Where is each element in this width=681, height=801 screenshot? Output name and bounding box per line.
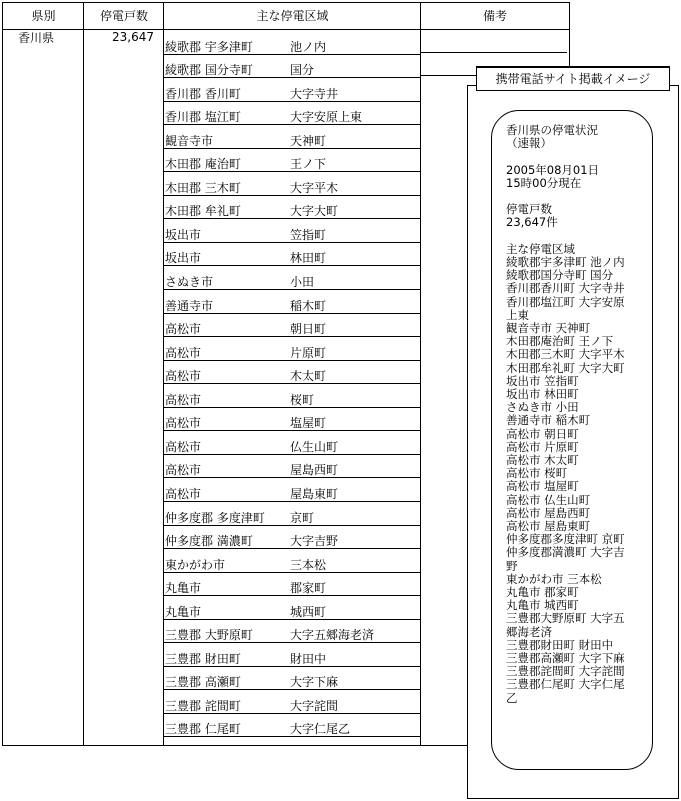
table-row	[164, 408, 420, 432]
phone-text-line: 野	[506, 558, 518, 573]
phone-text-line: 主な停電区域	[506, 241, 575, 256]
phone-text-line: 高松市 屋島西町	[506, 505, 591, 520]
phone-text-line: 善通寺市 稲木町	[506, 413, 591, 428]
place-cell: 仏生山町	[290, 439, 339, 454]
table-header	[3, 3, 569, 30]
place-cell: 桜町	[290, 392, 315, 407]
header-remarks: 備考	[482, 9, 507, 23]
place-cell: 大字仁尾乙	[290, 722, 351, 737]
phone-text-line: 三豊郡高瀬町 大字下麻	[506, 651, 625, 666]
table-row	[164, 172, 420, 196]
phone-text-line: 坂出市 林田町	[506, 387, 579, 402]
row-underline	[164, 736, 420, 737]
phone-text-line: 高松市 塩屋町	[506, 479, 579, 494]
phone-text-line	[506, 150, 648, 163]
phone-text-line: 仲多度郡多度津町 京町	[506, 532, 625, 547]
table-row	[164, 314, 420, 338]
place-cell: 朝日町	[290, 322, 327, 337]
place-cell: 木太町	[290, 369, 327, 384]
place-cell: 小田	[290, 275, 315, 289]
phone-text-line: 高松市 木太町	[506, 453, 579, 468]
phone-text-line: 三豊郡財田町 財田中	[506, 637, 614, 652]
phone-text-line: 丸亀市 郡家町	[506, 585, 579, 600]
table-row	[164, 290, 420, 314]
district-cell: 綾歌郡 国分寺町	[165, 63, 253, 78]
phone-text-line: 23,647件	[506, 215, 558, 230]
header-main-area: 主な停電区域	[256, 9, 329, 23]
table-row	[164, 714, 420, 738]
table-row	[164, 196, 420, 220]
table-row	[164, 243, 420, 267]
phone-text-line: 2005年08月01日	[506, 162, 600, 177]
prefecture-name: 香川県	[18, 31, 55, 45]
phone-text-line: 三豊郡大野原町 大字五	[506, 611, 625, 626]
phone-text-line: 香川郡香川町 大字寺井	[506, 281, 625, 296]
table-row	[164, 431, 420, 455]
phone-text-line: 坂出市 笠指町	[506, 373, 579, 388]
place-cell: 財田中	[290, 651, 327, 666]
table-row	[164, 384, 420, 408]
district-cell: 木田郡 庵治町	[165, 157, 241, 172]
table-row	[164, 219, 420, 243]
place-cell: 三本松	[290, 557, 327, 572]
phone-text-line: 高松市 桜町	[506, 466, 568, 481]
district-cell: 高松市	[165, 463, 202, 478]
table-row	[164, 478, 420, 502]
place-cell: 大字大町	[290, 204, 339, 219]
place-cell: 京町	[290, 510, 315, 525]
phone-screen-text	[506, 124, 648, 705]
phone-text-line: 三豊郡詫間町 大字詫間	[506, 664, 625, 679]
column-divider	[420, 3, 421, 745]
place-cell: 国分	[290, 63, 315, 78]
phone-text-line: 高松市 屋島東町	[506, 519, 591, 534]
phone-text-line: さぬき市 小田	[506, 400, 579, 415]
district-cell: 丸亀市	[165, 604, 202, 619]
table-row	[164, 549, 420, 573]
table-row	[164, 361, 420, 385]
phone-text-line: 観音寺市 天神町	[506, 321, 591, 335]
phone-text-line: 香川県の停電状況	[506, 123, 598, 137]
district-cell: 高松市	[165, 392, 202, 407]
place-cell: 大字寺井	[290, 86, 339, 101]
phone-text-line: 香川郡塩江町 大字安原	[506, 294, 625, 309]
district-cell: 木田郡 三木町	[165, 180, 241, 195]
header-prefecture: 県別	[31, 9, 56, 23]
phone-text-line: 15時00分現在	[506, 175, 582, 190]
phone-text-line: 高松市 片原町	[506, 439, 579, 454]
district-cell: 高松市	[165, 439, 202, 454]
table-row	[164, 55, 420, 79]
district-cell: 香川郡 香川町	[165, 86, 241, 101]
table-row	[164, 643, 420, 667]
place-cell: 郡家町	[290, 581, 327, 596]
place-cell: 屋島東町	[290, 486, 339, 501]
district-cell: さぬき市	[165, 275, 214, 289]
phone-text-line: （速報）	[506, 136, 552, 151]
phone-text-line: 木田郡牟礼町 大字大町	[506, 360, 625, 375]
phone-text-line: 郷海老済	[506, 624, 552, 639]
place-cell: 天神町	[290, 133, 327, 148]
phone-text-line: 木田郡庵治町 王ノ下	[506, 334, 614, 349]
phone-text-line: 三豊郡仁尾町 大字仁尾	[506, 677, 625, 692]
phone-text-line: 木田郡三木町 大字平木	[506, 347, 625, 362]
district-cell: 高松市	[165, 486, 202, 501]
table-row	[164, 667, 420, 691]
table-row	[164, 690, 420, 714]
table-row	[164, 267, 420, 291]
place-cell: 池ノ内	[290, 39, 327, 54]
table-row	[164, 337, 420, 361]
district-cell: 綾歌郡 宇多津町	[165, 39, 253, 54]
place-cell: 片原町	[290, 345, 327, 360]
place-cell: 塩屋町	[290, 416, 327, 431]
phone-text-line: 上東	[506, 307, 529, 322]
remarks-divider	[421, 52, 567, 53]
phone-text-line: 乙	[506, 690, 518, 705]
district-cell: 高松市	[165, 345, 202, 360]
place-cell: 大字吉野	[290, 534, 339, 549]
district-cell: 三豊郡 詫間町	[165, 698, 241, 713]
place-cell: 大字安原上東	[290, 110, 363, 125]
district-cell: 三豊郡 仁尾町	[165, 722, 241, 737]
district-cell: 高松市	[165, 322, 202, 337]
district-cell: 善通寺市	[165, 298, 214, 313]
table-row	[164, 596, 420, 620]
district-cell: 坂出市	[165, 251, 202, 266]
table-row	[164, 502, 420, 526]
phone-text-line: 仲多度郡満濃町 大字吉	[506, 545, 625, 560]
table-row	[164, 125, 420, 149]
place-cell: 笠指町	[290, 227, 327, 242]
place-cell: 屋島西町	[290, 463, 339, 478]
place-cell: 王ノ下	[290, 157, 327, 172]
district-cell: 仲多度郡 満濃町	[165, 534, 253, 549]
phone-text-line: 綾歌郡国分寺町 国分	[506, 268, 614, 283]
place-cell: 城西町	[290, 604, 327, 619]
district-cell: 高松市	[165, 416, 202, 431]
phone-text-line: 綾歌郡宇多津町 池ノ内	[506, 254, 625, 269]
phone-text-line: 停電戸数	[506, 202, 552, 217]
place-cell: 大字五郷海老済	[290, 628, 375, 643]
place-cell: 大字平木	[290, 180, 339, 195]
district-cell: 三豊郡 大野原町	[165, 628, 253, 643]
phone-text-line: 東かがわ市 三本松	[506, 571, 602, 586]
table-row	[164, 102, 420, 126]
table-row	[164, 455, 420, 479]
table-row	[164, 149, 420, 173]
column-divider	[83, 3, 84, 745]
district-cell: 坂出市	[165, 227, 202, 242]
outage-count-value: 23,647	[112, 30, 154, 44]
table-row	[164, 78, 420, 102]
table-row	[164, 620, 420, 644]
place-cell: 大字下麻	[290, 675, 339, 690]
district-cell: 観音寺市	[165, 133, 214, 148]
phone-text-line: 高松市 仏生山町	[506, 492, 591, 507]
remarks-divider	[421, 75, 476, 76]
phone-preview-title: 携帯電話サイト掲載イメージ	[476, 66, 670, 91]
district-cell: 香川郡 塩江町	[165, 110, 241, 125]
district-cell: 仲多度郡 多度津町	[165, 510, 265, 525]
district-cell: 丸亀市	[165, 581, 202, 596]
table-row	[164, 573, 420, 597]
district-cell: 三豊郡 財田町	[165, 651, 241, 666]
district-cell: 東かがわ市	[165, 557, 226, 572]
district-cell: 三豊郡 高瀬町	[165, 675, 241, 690]
phone-text-line	[506, 230, 648, 243]
place-cell: 林田町	[290, 251, 327, 266]
header-outage-count: 停電戸数	[99, 9, 148, 23]
table-row	[164, 31, 420, 55]
place-cell: 大字詫間	[290, 698, 339, 713]
phone-text-line: 丸亀市 城西町	[506, 598, 579, 613]
district-cell: 高松市	[165, 369, 202, 384]
district-cell: 木田郡 牟礼町	[165, 204, 241, 219]
phone-text-line: 高松市 朝日町	[506, 426, 579, 441]
table-row	[164, 526, 420, 550]
place-cell: 稲木町	[290, 298, 327, 313]
